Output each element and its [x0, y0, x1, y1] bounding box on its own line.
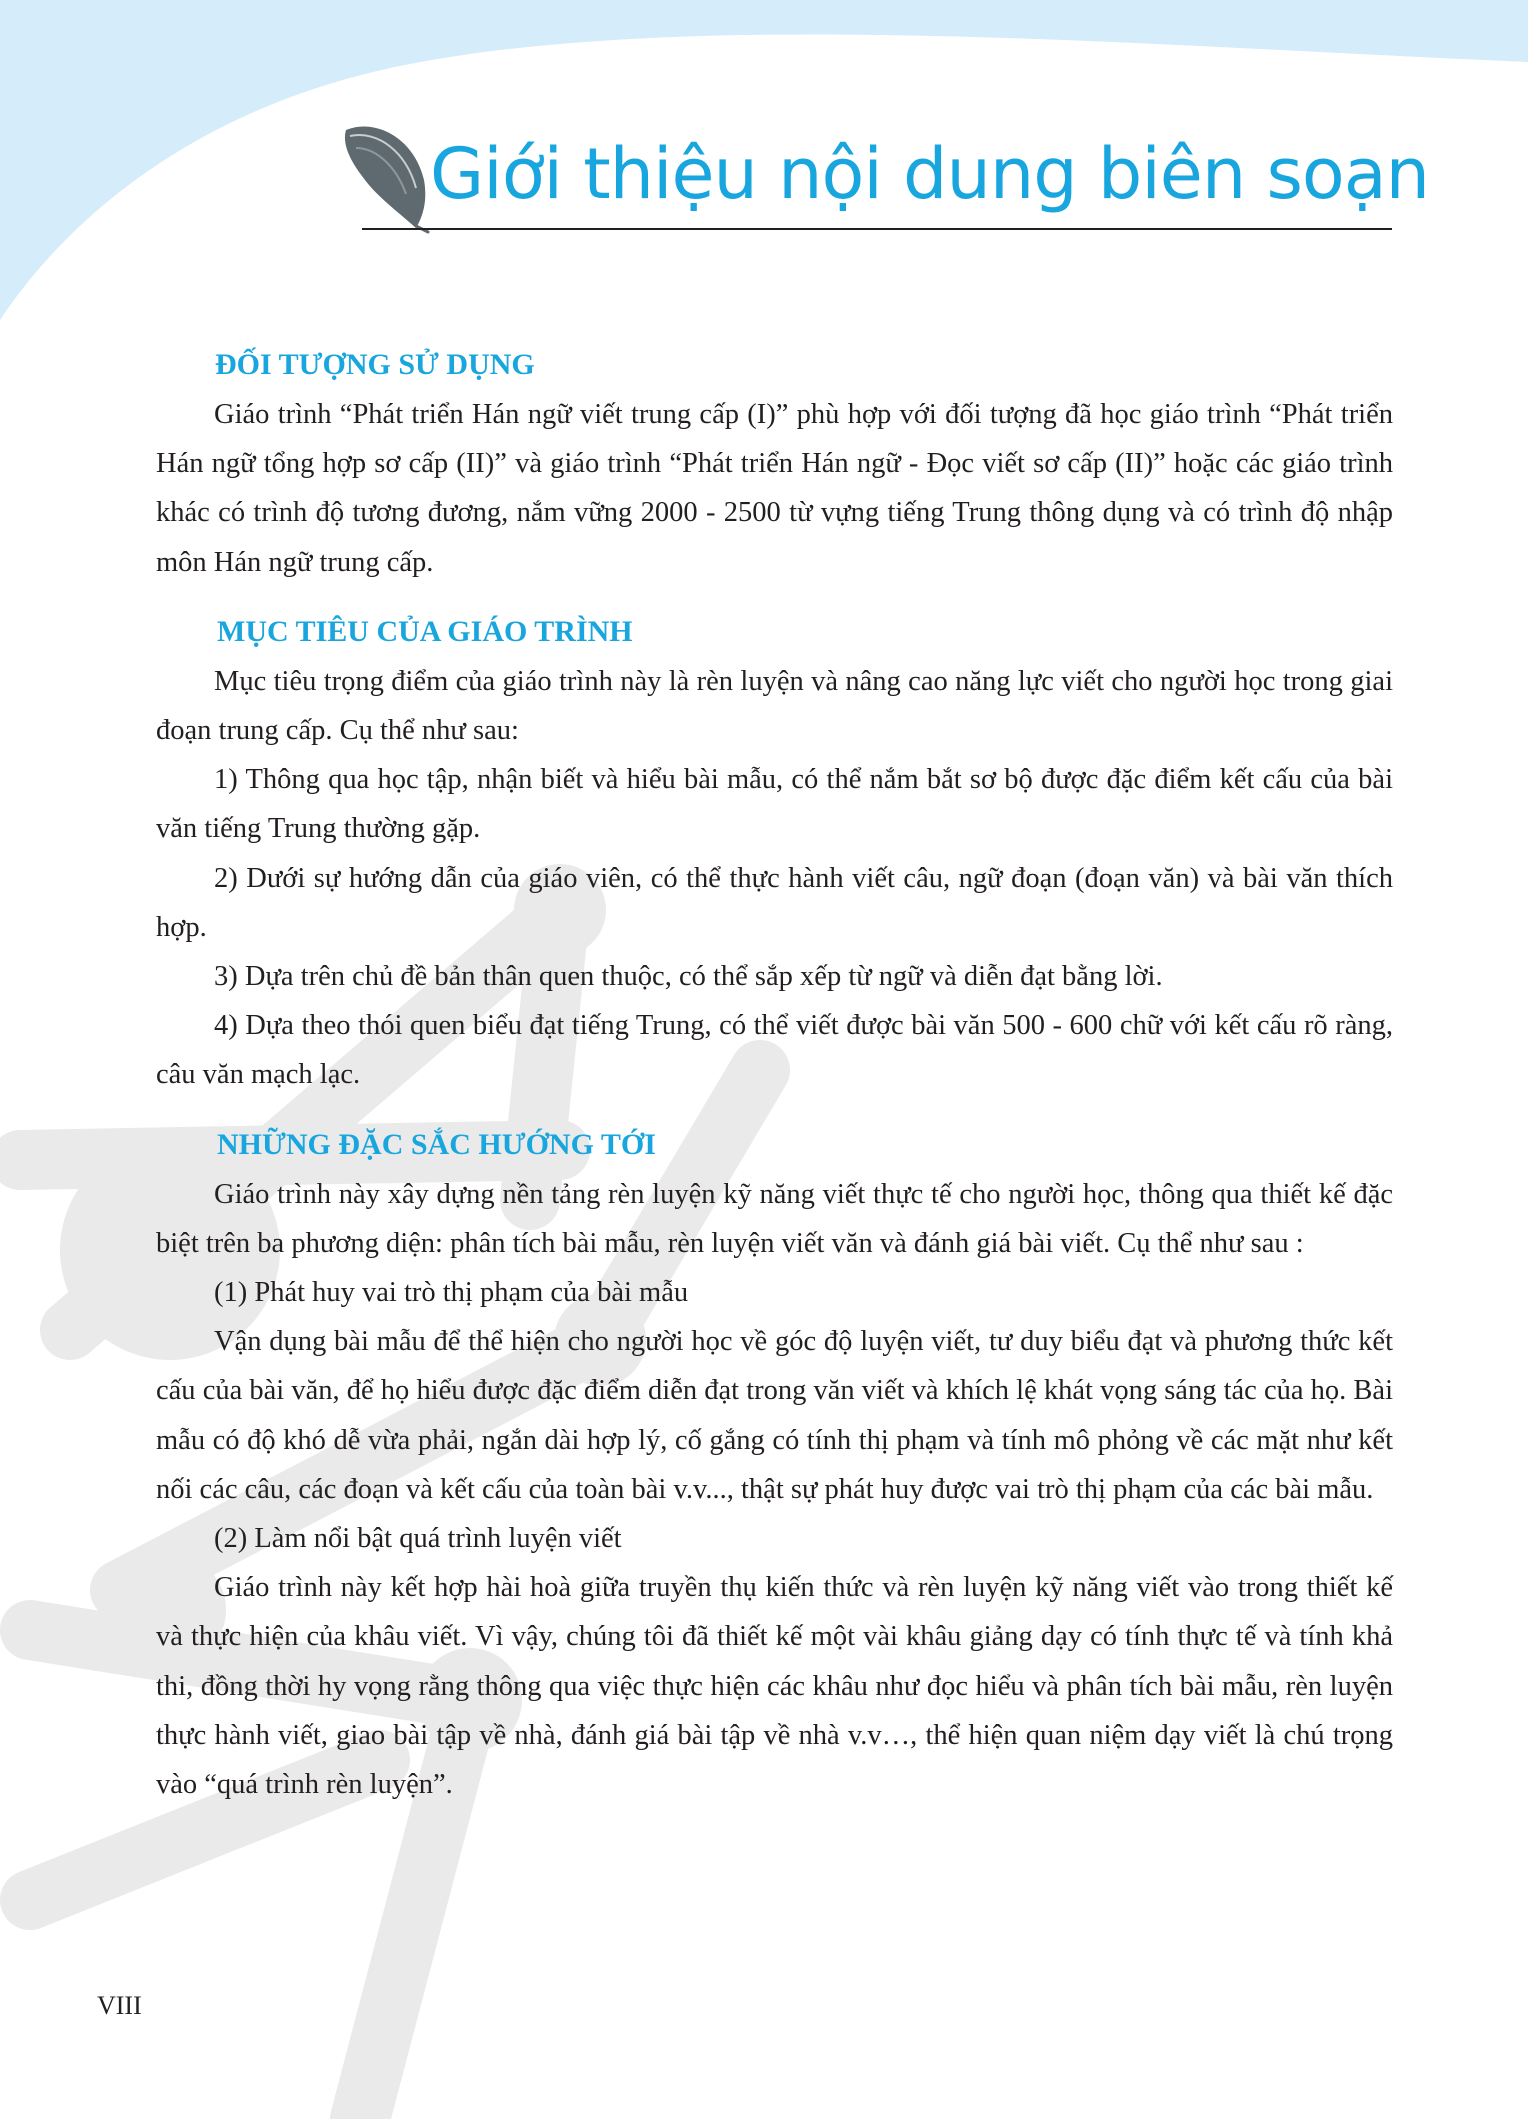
page-number: VIII	[97, 1991, 142, 2020]
list-item: 1) Thông qua học tập, nhận biết và hiểu bài mẫu, có thể nắm bắt sơ bộ được đặc điểm kết cấu của bài văn tiếng Trung thường gặp.	[156, 764, 1393, 845]
section-target-users	[156, 340, 1393, 587]
section-heading: MỤC TIÊU CỦA GIÁO TRÌNH	[217, 614, 633, 648]
paragraph: Giáo trình này kết hợp hài hoà giữa truyền thụ kiến thức và rèn luyện kỹ năng viết vào trong thiết kế và thực hiện của khâu viết. Vì vậy, chúng tôi đã thiết kế một vài khâu giảng dạy có tính thực tế và tính khả thi, đồng thời hy vọng rằng thông qua việc thực hiện các khâu như đọc hiểu và phân tích bài mẫu, rèn luyện thực hành viết, giao bài tập về nhà, đánh giá bài tập về nhà v.v…, thể hiện quan niệm dạy viết là chú trọng vào “quá trình rèn luyện”.	[156, 1572, 1393, 1801]
subheading: (1) Phát huy vai trò thị phạm của bài mẫu	[214, 1277, 689, 1309]
title-divider	[362, 228, 1392, 230]
feather-icon	[336, 118, 432, 234]
list-item: 4) Dựa theo thói quen biểu đạt tiếng Trung, có thể viết được bài văn 500 - 600 chữ với kết cấu rõ ràng, câu văn mạch lạc.	[156, 1010, 1393, 1091]
paragraph: Giáo trình “Phát triển Hán ngữ viết trung cấp (I)” phù hợp với đối tượng đã học giáo trình “Phát triển Hán ngữ tổng hợp sơ cấp (II)” và giáo trình “Phát triển Hán ngữ - Đọc viết sơ cấp (II)” hoặc các giáo trình khác có trình độ tương đương, nắm vững 2000 - 2500 từ vựng tiếng Trung thông dụng và có trình độ nhập môn Hán ngữ trung cấp.	[156, 399, 1393, 578]
page-title: Giới thiệu nội dung biên soạn	[430, 133, 1430, 215]
paragraph: Vận dụng bài mẫu để thể hiện cho người học về góc độ luyện viết, tư duy biểu đạt và phương thức kết cấu của bài văn, để họ hiểu được đặc điểm diễn đạt trong văn viết và khích lệ khát vọng sáng tác của họ. Bài mẫu có độ khó dễ vừa phải, ngắn dài hợp lý, cố gắng có tính thị phạm và tính mô phỏng về các mặt như kết nối các câu, các đoạn và kết cấu của toàn bài v.v..., thật sự phát huy được vai trò thị phạm của các bài mẫu.	[156, 1326, 1393, 1505]
section-heading: ĐỐI TƯỢNG SỬ DỤNG	[215, 348, 535, 381]
list-item: 2) Dưới sự hướng dẫn của giáo viên, có thể thực hành viết câu, ngữ đoạn (đoạn văn) và bài văn thích hợp.	[156, 862, 1393, 943]
paragraph: Giáo trình này xây dựng nền tảng rèn luyện kỹ năng viết thực tế cho người học, thông qua thiết kế đặc biệt trên ba phương diện: phân tích bài mẫu, rèn luyện viết văn và đánh giá bài viết. Cụ thể như sau :	[156, 1178, 1393, 1259]
section-heading: NHỮNG ĐẶC SẮC HƯỚNG TỚI	[217, 1127, 656, 1161]
paragraph: Mục tiêu trọng điểm của giáo trình này là rèn luyện và nâng cao năng lực viết cho người học trong giai đoạn trung cấp. Cụ thể như sau:	[156, 665, 1393, 747]
main-content	[156, 340, 1393, 1809]
subheading: (2) Làm nổi bật quá trình luyện viết	[214, 1523, 622, 1555]
section-features	[156, 1120, 1393, 1810]
list-item: 3) Dựa trên chủ đề bản thân quen thuộc, có thể sắp xếp từ ngữ và diễn đạt bằng lời.	[214, 961, 1163, 993]
section-objectives	[156, 607, 1393, 1100]
